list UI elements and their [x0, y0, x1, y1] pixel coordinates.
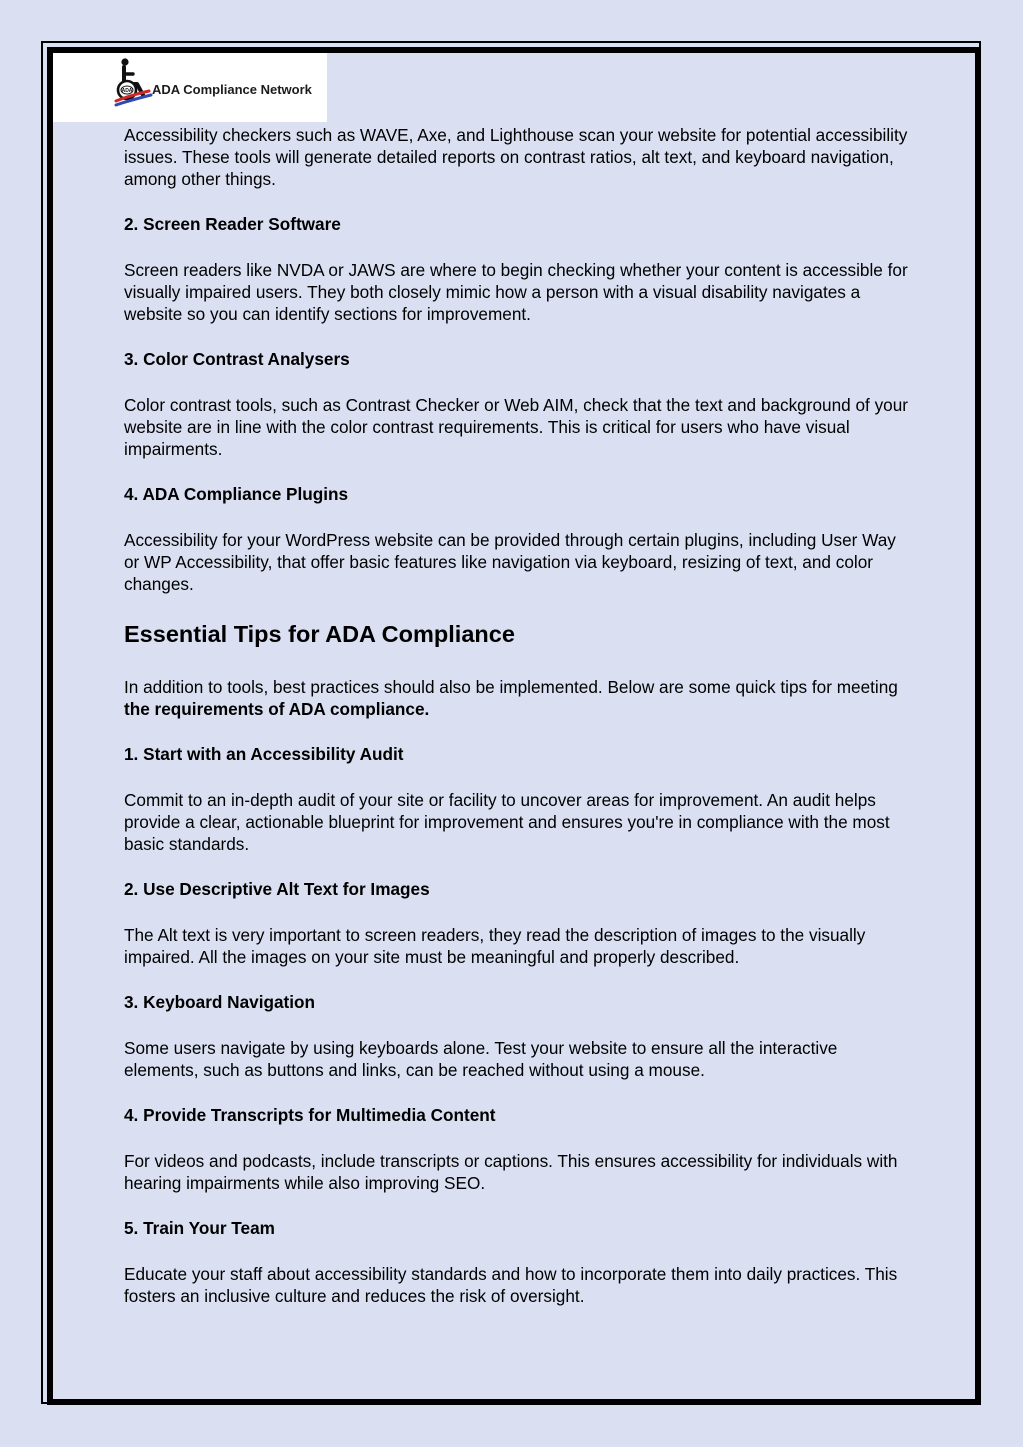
section-title: Essential Tips for ADA Compliance	[124, 621, 515, 647]
wheelchair-icon	[113, 57, 153, 115]
section-intro-emphasis: the requirements of ADA compliance.	[124, 699, 430, 719]
tool-body-screen-reader: Screen readers like NVDA or JAWS are where to begin checking whether your content is accessible for visually impaired users. They both closely mimic how a person with a visual disability navigates a website so you can identify sections for improvement.	[124, 260, 908, 324]
intro-paragraph: Accessibility checkers such as WAVE, Axe, and Lighthouse scan your website for potential accessibility issues. These tools will generate detailed reports on contrast ratios, alt text, and keyboard navigation, among other things.	[124, 125, 908, 189]
tip-body-alt-text: The Alt text is very important to screen readers, they read the description of images to the visually impaired. All the images on your site must be meaningful and properly described.	[124, 925, 866, 967]
section-intro-text: In addition to tools, best practices should also be implemented. Below are some quick tips for meeting	[124, 677, 898, 697]
logo	[53, 53, 327, 122]
logo-text: ADA Compliance Network	[152, 82, 312, 97]
tip-heading-transcripts: 4. Provide Transcripts for Multimedia Content	[124, 1105, 496, 1125]
tool-heading-screen-reader: 2. Screen Reader Software	[124, 214, 341, 234]
tip-body-keyboard: Some users navigate by using keyboards alone. Test your website to ensure all the interactive elements, such as buttons and links, can be reached without using a mouse.	[124, 1038, 838, 1080]
tip-heading-audit: 1. Start with an Accessibility Audit	[124, 744, 404, 764]
tool-heading-color-contrast: 3. Color Contrast Analysers	[124, 349, 350, 369]
section-intro	[124, 676, 914, 720]
tip-body-transcripts: For videos and podcasts, include transcripts or captions. This ensures accessibility for individuals with hearing impairments while also improving SEO.	[124, 1151, 898, 1193]
tool-body-plugins: Accessibility for your WordPress website can be provided through certain plugins, including User Way or WP Accessibility, that offer basic features like navigation via keyboard, resizing of text, and color changes.	[124, 530, 896, 594]
tip-heading-keyboard: 3. Keyboard Navigation	[124, 992, 316, 1012]
tool-heading-plugins: 4. ADA Compliance Plugins	[124, 484, 349, 504]
logo-badge: ADA	[121, 88, 133, 94]
document-body	[124, 124, 914, 1307]
tip-body-train-team: Educate your staff about accessibility standards and how to incorporate them into daily practices. This fosters an inclusive culture and reduces the risk of oversight.	[124, 1264, 898, 1306]
tip-heading-alt-text: 2. Use Descriptive Alt Text for Images	[124, 879, 430, 899]
tool-body-color-contrast: Color contrast tools, such as Contrast Checker or Web AIM, check that the text and background of your website are in line with the color contrast requirements. This is critical for users who have visual impairments.	[124, 395, 909, 459]
tip-heading-train-team: 5. Train Your Team	[124, 1218, 275, 1238]
tip-body-audit: Commit to an in-depth audit of your site or facility to uncover areas for improvement. An audit helps provide a clear, actionable blueprint for improvement and ensures you're in compliance with the most basic standards.	[124, 790, 890, 854]
